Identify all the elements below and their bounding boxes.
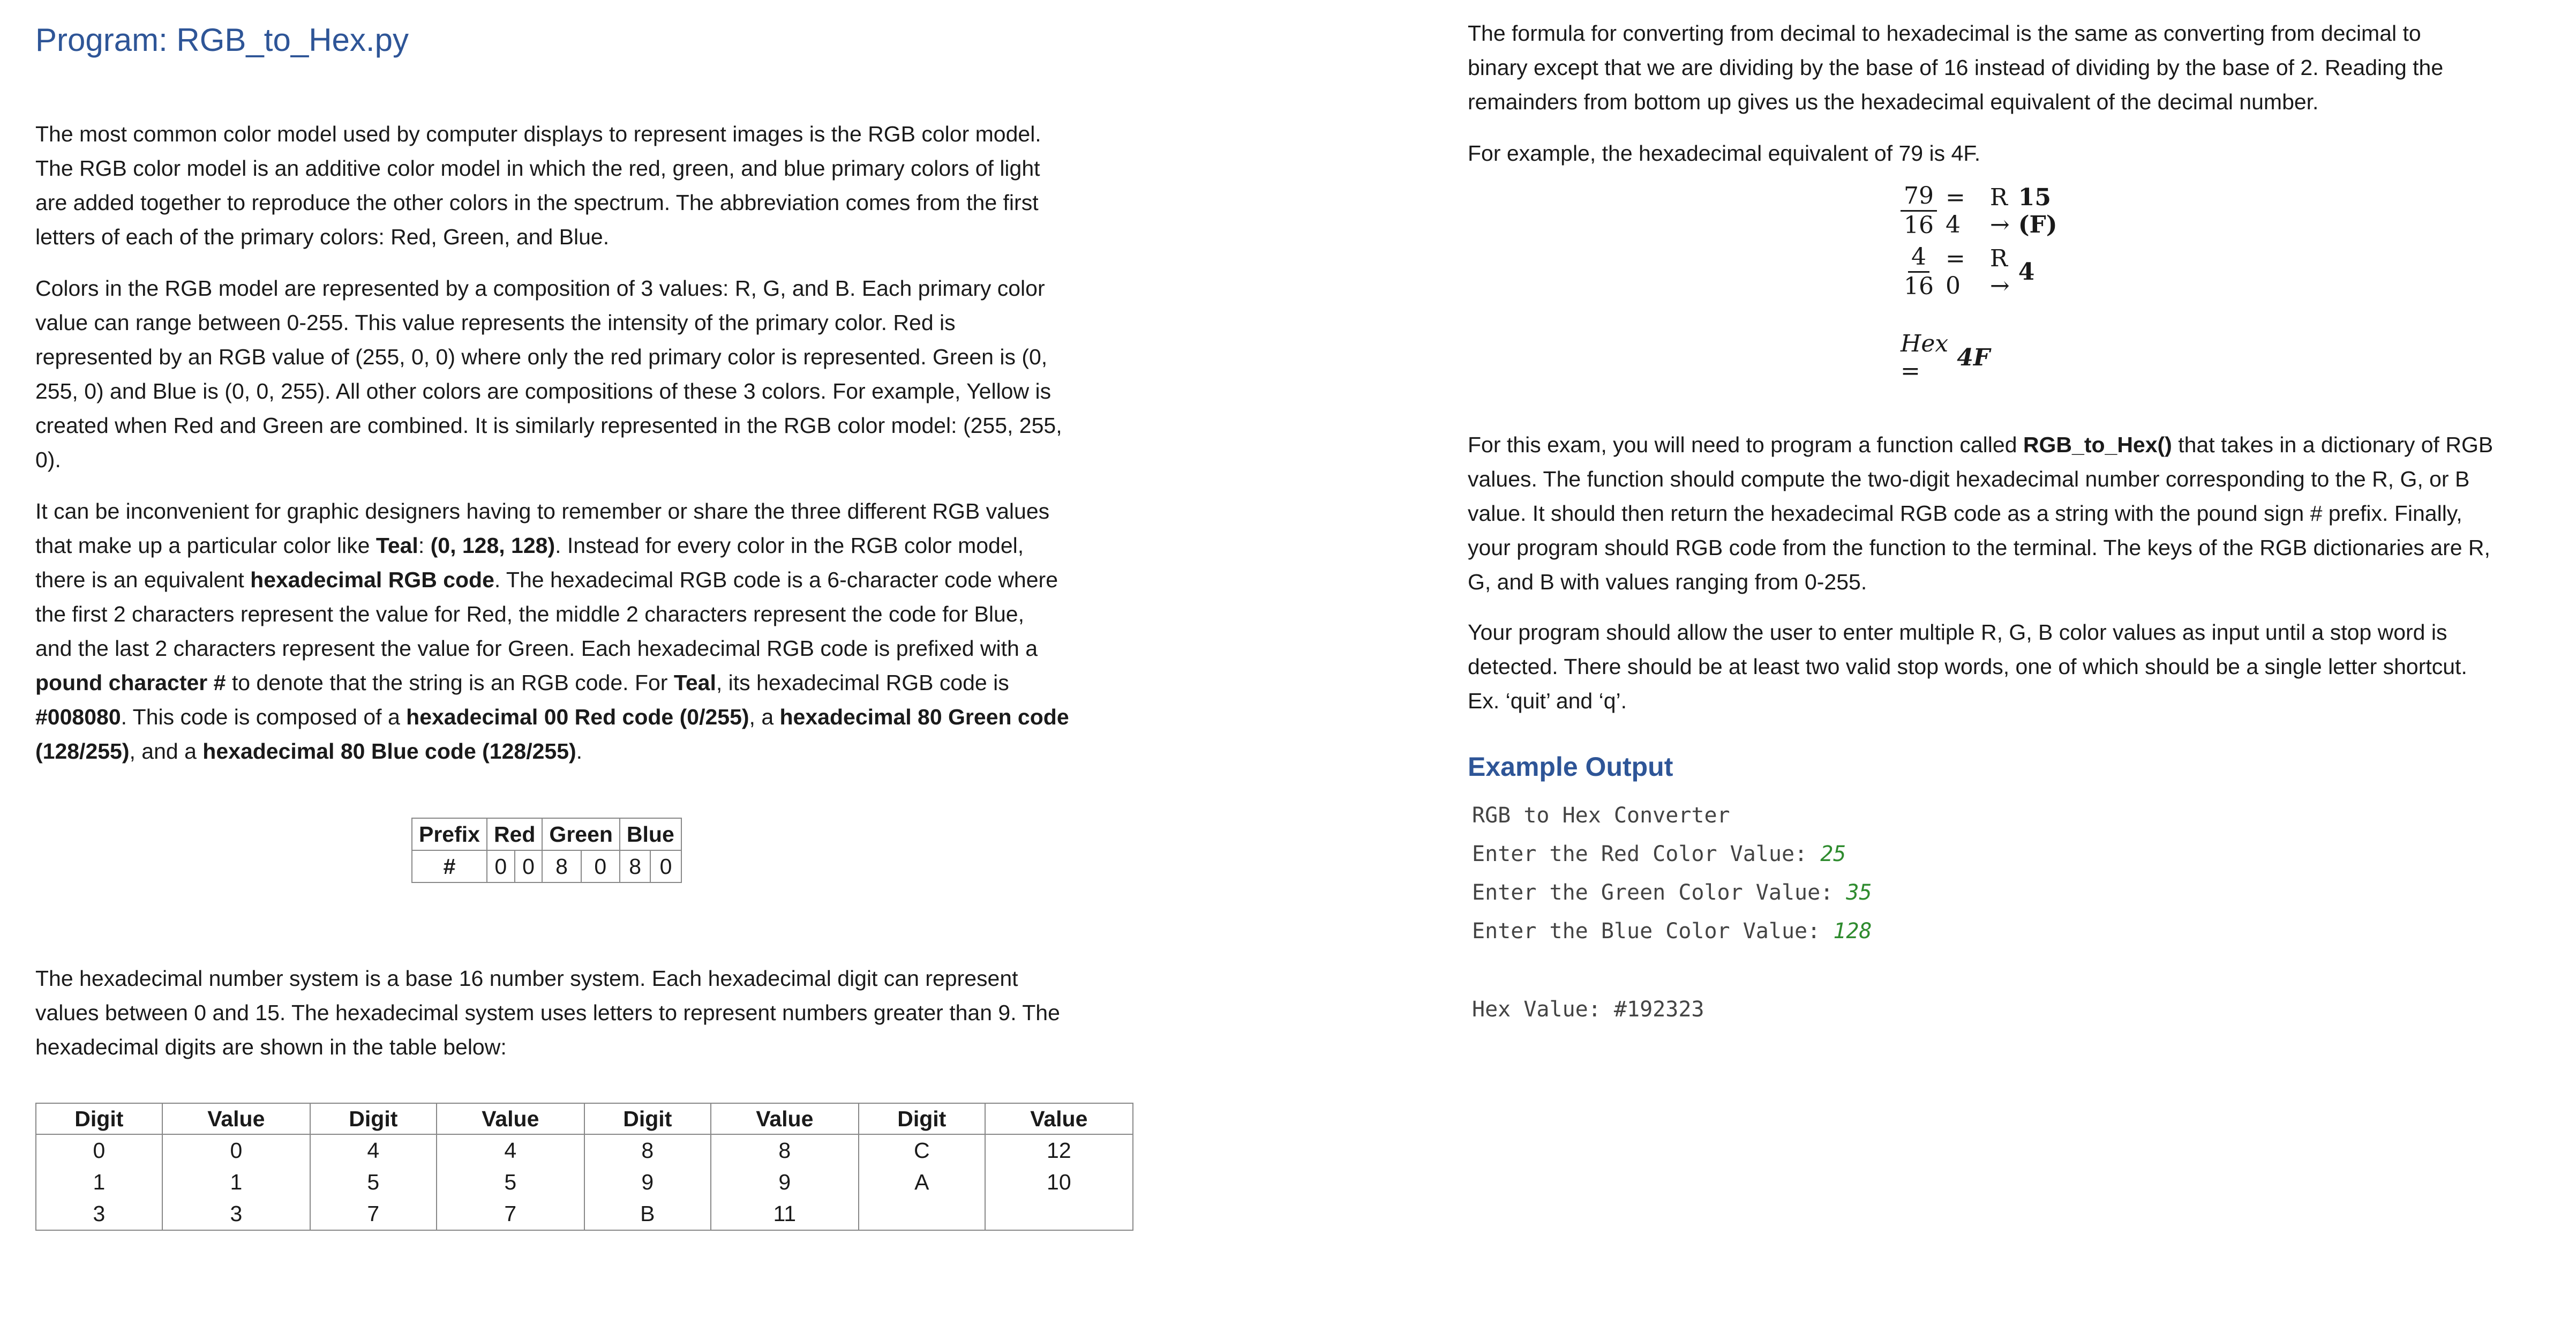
page-title: Program: RGB_to_Hex.py [35, 22, 409, 58]
table-cell: 0 [515, 850, 543, 882]
table-cell: 8 [542, 850, 581, 882]
text-run: . This code is composed of a [121, 705, 407, 729]
table-header: Digit [859, 1103, 985, 1134]
console-line [1472, 835, 1872, 873]
text-line: created when Red and Green are combined. It is similarly represented in the RGB color model: (255, 255, [35, 413, 1062, 438]
console-line: Hex Value: #192323 [1472, 997, 1704, 1022]
table-cell: B [584, 1198, 711, 1230]
text-run-bold: (128/255) [35, 739, 130, 764]
table-cell [859, 1198, 985, 1230]
fraction-denominator: 16 [1904, 212, 1934, 239]
text-run: there is an equivalent [35, 567, 251, 592]
text-line [35, 734, 1069, 768]
table-header: Prefix [412, 818, 487, 850]
console-prompt: Enter the Blue Color Value: [1472, 919, 1834, 944]
text-run-bold: (0, 128, 128) [430, 533, 555, 558]
console-input: 35 [1846, 880, 1872, 905]
example-output-heading: Example Output [1468, 752, 1673, 782]
table-row [412, 850, 681, 882]
table-cell: 11 [711, 1198, 859, 1230]
table-cell: 1 [162, 1166, 310, 1198]
table-header: Value [985, 1103, 1133, 1134]
text-line: values. The function should compute the two-digit hexadecimal number corresponding to the R, G, or B [1468, 467, 2470, 491]
table-cell: 5 [437, 1166, 584, 1198]
text-line [35, 700, 1069, 734]
text-line: the first 2 characters represent the value for Red, the middle 2 characters represent the code for Blue, [35, 602, 1024, 626]
remainder-arrow: R → [1989, 244, 2010, 300]
table-cell: 0 [581, 850, 620, 882]
text-line: are added together to reproduce the other colors in the spectrum. The abbreviation comes from the first [35, 190, 1039, 215]
paragraph-hex-code [35, 494, 1069, 768]
text-line: detected. There should be at least two valid stop words, one of which should be a single letter shortcut. [1468, 654, 2467, 679]
text-run: , a [749, 705, 780, 729]
fraction-denominator: 16 [1904, 273, 1934, 300]
text-line: The hexadecimal number system is a base 16 number system. Each hexadecimal digit can represent [35, 966, 1018, 991]
text-run: that make up a particular color like [35, 533, 376, 558]
paragraph-stop-words [1468, 615, 2467, 718]
text-line: and the last 2 characters represent the value for Green. Each hexadecimal RGB code is prefixed with a [35, 636, 1038, 661]
quotient: = 4 [1946, 183, 1965, 238]
table-cell: 5 [310, 1166, 437, 1198]
console-output [1472, 796, 1872, 1029]
text-line: 255, 0) and Blue is (0, 0, 255). All other colors are compositions of these 3 colors. For example, Yellow is [35, 379, 1052, 403]
table-header: Value [162, 1103, 310, 1134]
table-cell: # [412, 850, 487, 882]
table-cell: 4 [310, 1134, 437, 1166]
table-header-row [36, 1103, 1133, 1134]
table-cell: 7 [437, 1198, 584, 1230]
paragraph-exam-task [1468, 428, 2493, 599]
fraction [1901, 243, 1937, 301]
text-run-bold: hexadecimal RGB code [250, 567, 494, 592]
text-run-bold: Teal [673, 670, 716, 695]
text-run: to denote that the string is an RGB code. For [226, 670, 674, 695]
text-line: For example, the hexadecimal equivalent of 79 is 4F. [1468, 141, 1981, 166]
table-header: Value [711, 1103, 859, 1134]
hex-digit-table [35, 1103, 1133, 1231]
table-cell: A [859, 1166, 985, 1198]
table-cell: 1 [36, 1166, 162, 1198]
table-cell: C [859, 1134, 985, 1166]
text-line: letters of each of the primary colors: Red, Green, and Blue. [35, 225, 610, 249]
text-line [35, 528, 1069, 563]
table-cell: 10 [985, 1166, 1133, 1198]
table-cell: 4 [437, 1134, 584, 1166]
text-run-bold: pound character # [35, 670, 226, 695]
text-run: : [418, 533, 431, 558]
table-cell: 3 [162, 1198, 310, 1230]
text-run: , its hexadecimal RGB code is [716, 670, 1009, 695]
table-header: Digit [584, 1103, 711, 1134]
table-cell: 0 [36, 1134, 162, 1166]
table-cell: 9 [584, 1166, 711, 1198]
quotient: = 0 [1946, 244, 1965, 300]
hex-code-table [411, 818, 682, 883]
table-header: Digit [310, 1103, 437, 1134]
table-cell: 3 [36, 1198, 162, 1230]
text-line: value can range between 0-255. This value represents the intensity of the primary color. Red is [35, 310, 956, 335]
math-row [1901, 243, 2034, 301]
text-line: remainders from bottom up gives us the hexadecimal equivalent of the decimal number. [1468, 89, 2319, 114]
text-line: Your program should allow the user to enter multiple R, G, B color values as input until a stop word is [1468, 620, 2447, 645]
table-row [36, 1198, 1133, 1230]
table-cell: 0 [162, 1134, 310, 1166]
text-run: that takes in a dictionary of RGB [2172, 432, 2494, 457]
math-row [1901, 182, 2057, 240]
table-cell: 8 [620, 850, 650, 882]
text-run: . The hexadecimal RGB code is a 6-character code where [494, 567, 1058, 592]
text-line: The RGB color model is an additive color model in which the red, green, and blue primary colors of light [35, 156, 1040, 181]
text-run-bold: RGB_to_Hex() [2023, 432, 2172, 457]
hex-value: 4F [1957, 343, 1991, 371]
table-cell: 0 [487, 850, 515, 882]
text-line: It can be inconvenient for graphic designers having to remember or share the three different RGB values [35, 499, 1050, 523]
left-column [35, 16, 1150, 1059]
text-run-bold: #008080 [35, 705, 121, 729]
console-input: 25 [1820, 842, 1846, 866]
table-cell [985, 1198, 1133, 1230]
table-cell: 9 [711, 1166, 859, 1198]
remainder-arrow: R → [1989, 183, 2010, 238]
table-cell: 8 [711, 1134, 859, 1166]
fraction-numerator: 4 [1908, 243, 1929, 273]
hex-result [1901, 330, 1990, 385]
text-line [35, 563, 1069, 597]
remainder-value: 15 (F) [2018, 183, 2057, 238]
paragraph-conversion-formula [1468, 16, 2560, 119]
text-line: G, and B with values ranging from 0-255. [1468, 570, 1867, 594]
table-cell: 8 [584, 1134, 711, 1166]
console-line [1472, 873, 1872, 912]
console-prompt: Enter the Green Color Value: [1472, 880, 1846, 905]
text-line: 0). [35, 447, 61, 472]
text-line: hexadecimal digits are shown in the table below: [35, 1035, 507, 1059]
text-run: For this exam, you will need to program a function called [1468, 432, 2023, 457]
table-header: Blue [620, 818, 681, 850]
paragraph-rgb-values [35, 271, 1062, 477]
text-line: binary except that we are dividing by the base of 16 instead of dividing by the base of 2. Reading the [1468, 55, 2444, 80]
text-line: Ex. ‘quit’ and ‘q’. [1468, 689, 1627, 713]
remainder-value: 4 [2018, 258, 2035, 286]
fraction [1901, 182, 1937, 240]
text-line [35, 665, 1069, 700]
paragraph-hex-system [35, 961, 1060, 1064]
hex-label: Hex = [1901, 330, 1949, 385]
text-run: . [576, 739, 583, 764]
text-line: represented by an RGB value of (255, 0, 0) where only the red primary color is represented. Green is (0, [35, 345, 1048, 369]
text-run-bold: hexadecimal 00 Red code (0/255) [406, 705, 749, 729]
text-line: your program should RGB code from the function to the terminal. The keys of the RGB dictionaries are R, [1468, 535, 2490, 560]
text-line [1468, 428, 2493, 462]
text-run-bold: hexadecimal 80 Green code [779, 705, 1069, 729]
text-run: , and a [129, 739, 203, 764]
text-line: The most common color model used by computer displays to represent images is the RGB color model. [35, 122, 1041, 146]
text-run-bold: hexadecimal 80 Blue code (128/255) [202, 739, 576, 764]
table-header: Digit [36, 1103, 162, 1134]
table-header: Red [487, 818, 542, 850]
text-run-bold: Teal [375, 533, 418, 558]
console-line: RGB to Hex Converter [1472, 803, 1730, 828]
table-header: Green [542, 818, 620, 850]
text-line: value. It should then return the hexadecimal RGB code as a string with the pound sign # prefix. Finally, [1468, 501, 2462, 526]
text-line: Colors in the RGB model are represented by a composition of 3 values: R, G, and B. Each primary color [35, 276, 1045, 301]
table-row [36, 1134, 1133, 1166]
right-column [1468, 16, 2560, 1022]
table-cell: 7 [310, 1198, 437, 1230]
table-cell: 12 [985, 1134, 1133, 1166]
text-run: . Instead for every color in the RGB color model, [555, 533, 1024, 558]
fraction-numerator: 79 [1901, 182, 1937, 212]
table-header: Value [437, 1103, 584, 1134]
console-line [1472, 912, 1872, 951]
paragraph-rgb-model [35, 117, 1041, 254]
text-line: The formula for converting from decimal to hexadecimal is the same as converting from decimal to [1468, 21, 2421, 46]
table-row [36, 1166, 1133, 1198]
text-line: values between 0 and 15. The hexadecimal system uses letters to represent numbers greater than 9. The [35, 1000, 1060, 1025]
table-cell: 0 [650, 850, 681, 882]
console-input: 128 [1833, 919, 1872, 944]
table-row [412, 818, 681, 850]
console-prompt: Enter the Red Color Value: [1472, 842, 1821, 866]
